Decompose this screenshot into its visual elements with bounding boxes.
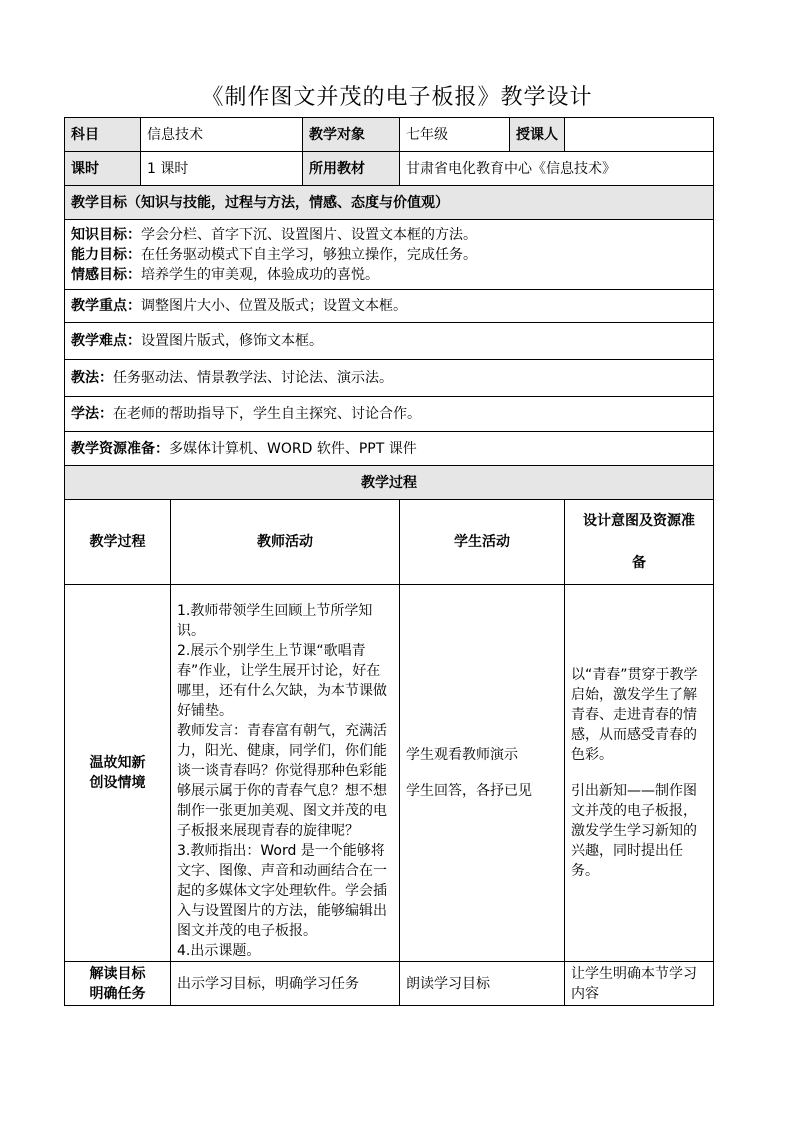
textbook-value: 甘肃省电化教育中心《信息技术》: [400, 152, 714, 186]
learning-method: 学法：在老师的帮助指导下，学生自主探究、讨论合作。: [65, 397, 714, 432]
goals-row: [65, 220, 714, 290]
col-header-teacher: 教师活动: [171, 500, 400, 585]
stage-cell: 温故知新 创设情境: [65, 585, 171, 962]
textbook-label: 所用教材: [303, 152, 400, 186]
intent-cell: 以“青春”贯穿于教学启始，激发学生了解青春、走进青春的情感，从而感受青春的色彩。 引出新知——制作图文并茂的电子板报，激发学生学习新知的兴趣，同时提出任务。: [565, 585, 714, 962]
difficulty: 教学难点：设置图片版式，修饰文本框。: [65, 323, 714, 360]
col-header-intent: 设计意图及资源准 备: [565, 500, 714, 585]
teacher-activity-cell: 出示学习目标，明确学习任务: [171, 962, 400, 1006]
teacher-activity-cell: 1.教师带领学生回顾上节所学知识。 2.展示个别学生上节课“歌唱青春”作业，让学生展开讨论，好在哪里，还有什么欠缺，为本节课做好铺垫。 教师发言：青春富有朝气，充满活力，阳光、健康，同学们，你们能谈一谈青春吗？你觉得那种色彩能够展示属于你的青春气息？想不想制作一张更加美观、图文并茂的电子板报来展现青春的旋律呢？ 3.教师指出：Word 是一个能够将文字、图像、声音和动画结合在一起的多媒体文字处理软件。学会插入与设置图片的方法，能够编辑出图文并茂的电子板报。 4.出示课题。: [171, 585, 400, 962]
table-row: [65, 962, 714, 1006]
info-row-1: [65, 118, 714, 152]
page-title: 《制作图文并茂的电子板报》教学设计: [201, 85, 593, 110]
table-row: [65, 585, 714, 962]
hours-label: 课时: [65, 152, 141, 186]
stage-cell: 解读目标 明确任务: [65, 962, 171, 1006]
subject-label: 科目: [65, 118, 141, 152]
audience-value: 七年级: [400, 118, 510, 152]
process-heading: 教学过程: [65, 466, 714, 500]
col-header-stage: 教学过程: [65, 500, 171, 585]
key-point-row: [65, 290, 714, 323]
resources: 教学资源准备：多媒体计算机、WORD 软件、PPT 课件: [65, 432, 714, 466]
audience-label: 教学对象: [303, 118, 400, 152]
teaching-method: 教法：任务驱动法、情景教学法、讨论法、演示法。: [65, 360, 714, 397]
process-header-row: [65, 500, 714, 585]
info-row-2: [65, 152, 714, 186]
key-point: 教学重点：调整图片大小、位置及版式；设置文本框。: [65, 290, 714, 323]
student-activity-cell: 朗读学习目标: [400, 962, 565, 1006]
hours-value: 1 课时: [141, 152, 303, 186]
resources-row: [65, 432, 714, 466]
ability-goal: 能力目标：在任务驱动模式下自主学习，够独立操作，完成任务。: [71, 246, 477, 263]
teaching-method-row: [65, 360, 714, 397]
difficulty-row: [65, 323, 714, 360]
intent-cell: 让学生明确本节学习内容: [565, 962, 714, 1006]
student-activity-cell: 学生观看教师演示 学生回答，各抒已见: [400, 585, 565, 962]
process-heading-row: [65, 466, 714, 500]
lesson-plan-table: [64, 117, 714, 1006]
subject-value: 信息技术: [141, 118, 303, 152]
goals-heading-row: [65, 186, 714, 220]
teacher-label: 授课人: [510, 118, 565, 152]
emotion-goal: 情感目标：培养学生的审美观，体验成功的喜悦。: [71, 266, 379, 283]
knowledge-goal: 知识目标：学会分栏、首字下沉、设置图片、设置文本框的方法。: [71, 226, 477, 243]
learning-method-row: [65, 397, 714, 432]
col-header-student: 学生活动: [400, 500, 565, 585]
teacher-value: [565, 118, 714, 152]
goals-heading: 教学目标（知识与技能，过程与方法，情感、态度与价值观）: [65, 186, 714, 220]
goals-content: [65, 220, 714, 290]
